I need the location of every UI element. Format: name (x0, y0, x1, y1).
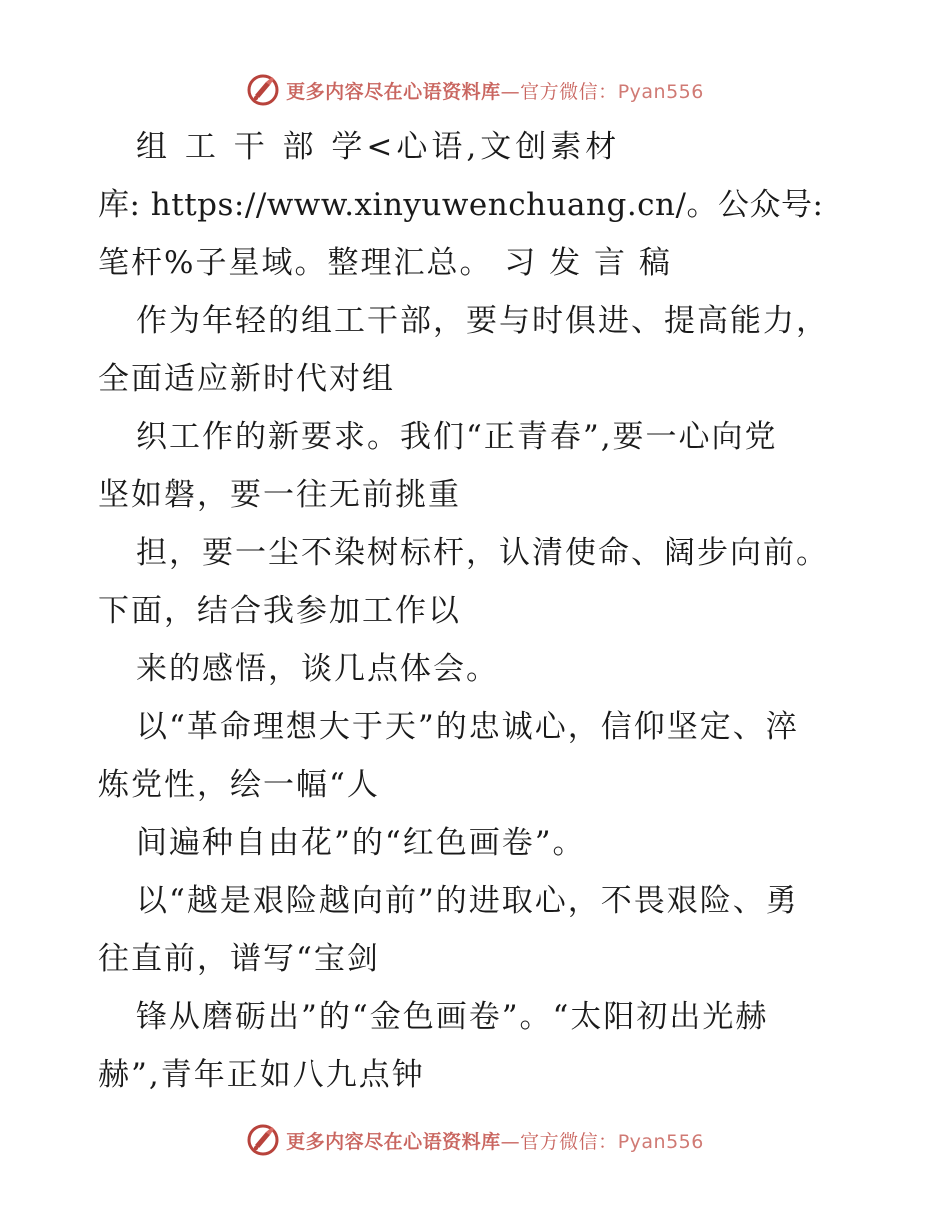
watermark-footer (0, 1120, 950, 1160)
watermark-text: 更多内容尽在心语资料库—官方微信：Pyan556 (286, 80, 704, 103)
text-line: 织工作的新要求。我们“正青春”,要一心向党 (136, 419, 778, 455)
text-line: 间遍种自由花”的“红色画卷”。 (136, 825, 586, 861)
watermark-text: 更多内容尽在心语资料库—官方微信：Pyan556 (286, 1130, 704, 1153)
text-line: 组 工 干 部 学<心语,文创素材 (136, 129, 621, 165)
text-line: 坚如磐，要一往无前挑重 (98, 477, 461, 513)
text-line: 往直前，谱写“宝剑 (98, 941, 380, 977)
text-line: 下面，结合我参加工作以 (98, 593, 461, 629)
text-line: 赫”,青年正如八九点钟 (98, 1057, 425, 1093)
xinyu-logo-icon (246, 1123, 280, 1157)
text-line: 炼党性，绘一幅“人 (98, 767, 380, 803)
watermark-header (0, 70, 950, 110)
text-line: 来的感悟，谈几点体会。 (136, 651, 499, 687)
text-line: 担，要一尘不染树标杆，认清使命、阔步向前。 (136, 535, 829, 571)
text-line: 全面适应新时代对组 (98, 361, 395, 397)
text-line: 作为年轻的组工干部，要与时俱进、提高能力， (136, 303, 829, 339)
document-body (98, 118, 858, 1104)
text-line: 以“越是艰险越向前”的进取心，不畏艰险、勇 (136, 883, 799, 919)
text-line: 库: https://www.xinyuwenchuang.cn/。公众号: (98, 187, 824, 223)
text-line: 笔杆%子星域。整理汇总。 习 发 言 稿 (98, 245, 672, 281)
text-line: 以“革命理想大于天”的忠诚心，信仰坚定、淬 (136, 709, 799, 745)
xinyu-logo-icon (246, 73, 280, 107)
text-line: 锋从磨砺出”的“金色画卷”。“太阳初出光赫 (136, 999, 769, 1035)
